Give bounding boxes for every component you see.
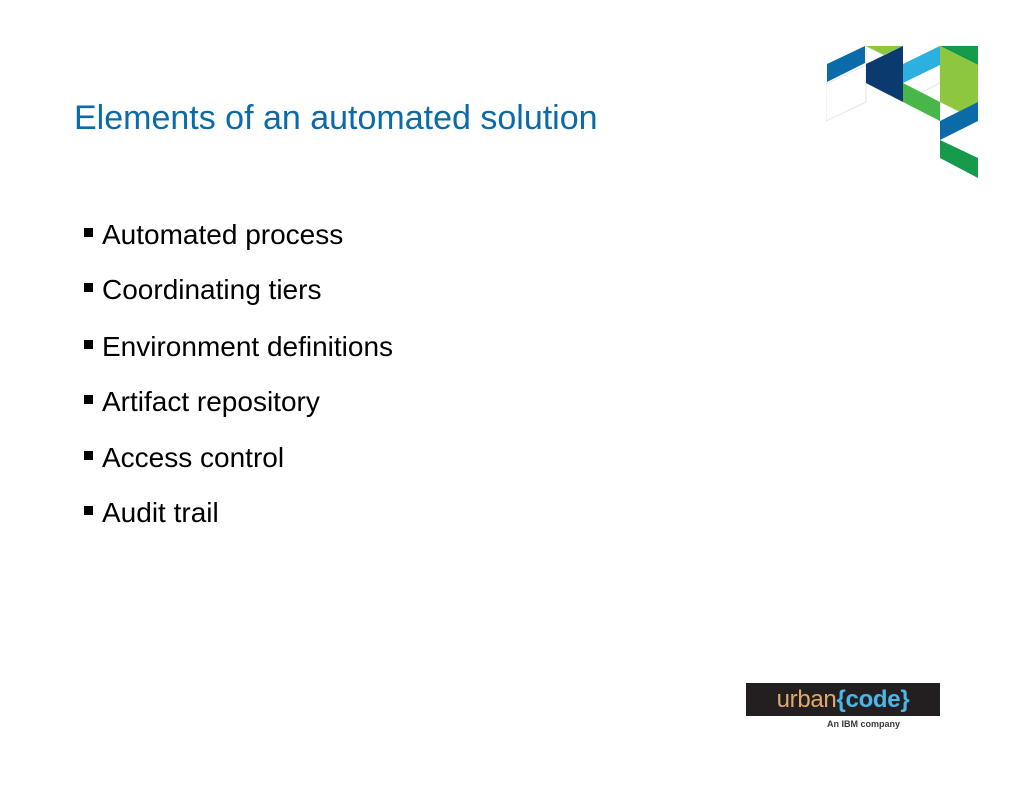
list-item-text: Environment definitions — [102, 331, 394, 362]
brand-tagline: An IBM company — [827, 719, 901, 729]
square-bullet-icon — [84, 506, 93, 515]
square-bullet-icon — [84, 283, 93, 292]
logo-shape — [827, 46, 865, 82]
list-item — [84, 219, 343, 251]
slide-title: Elements of an automated solution — [74, 99, 598, 137]
list-item-text: Coordinating tiers — [102, 274, 322, 305]
list-item-text: Automated process — [102, 219, 344, 250]
list-item — [84, 331, 393, 363]
square-bullet-icon — [84, 340, 93, 349]
logo-shape — [903, 46, 940, 83]
brand-name-light: urban — [776, 685, 837, 713]
square-bullet-icon — [84, 451, 93, 460]
list-item — [84, 274, 321, 306]
list-item-text: Artifact repository — [102, 386, 320, 417]
list-item-text: Audit trail — [102, 497, 219, 528]
brand-name-bold: {code} — [836, 685, 910, 713]
logo-shape — [940, 140, 978, 178]
list-item — [84, 497, 219, 529]
list-item — [84, 386, 320, 418]
geometric-triangles-icon — [826, 44, 980, 180]
logo-shape — [903, 83, 940, 121]
square-bullet-icon — [84, 228, 93, 237]
urbancode-logo — [746, 683, 940, 716]
square-bullet-icon — [84, 395, 93, 404]
list-item-text: Access control — [102, 442, 285, 473]
list-item — [84, 442, 284, 474]
